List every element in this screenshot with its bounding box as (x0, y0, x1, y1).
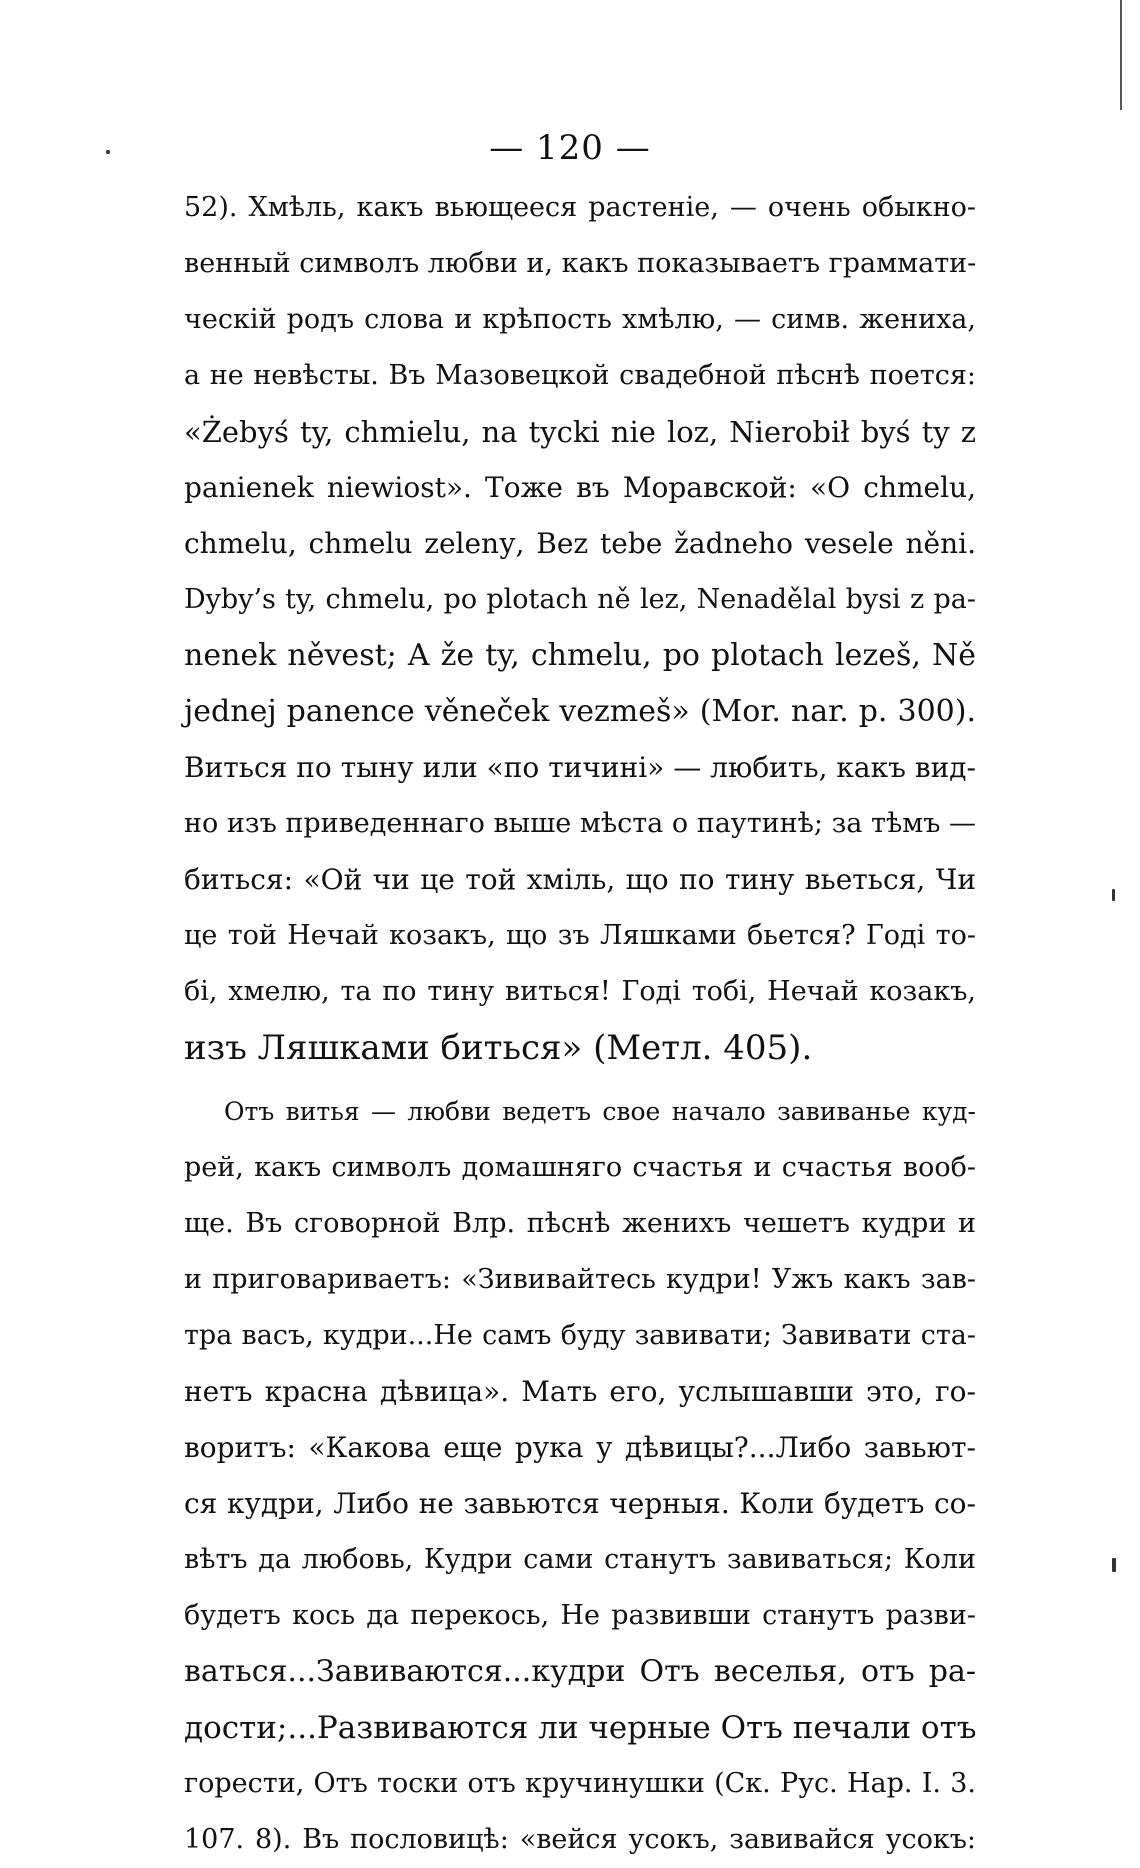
text-line: ческій родъ слова и крѣпость хмѣлю, — симв. жениха, (184, 304, 976, 335)
text-line: бі, хмелю, та по тину виться! Годі тобі, Нечай козакъ, (184, 976, 976, 1007)
text-line: будетъ кось да перекось, Не развивши станутъ разви- (184, 1600, 976, 1631)
text-line: нетъ красна дѣвица». Мать его, услышавши это, го- (184, 1375, 976, 1408)
text-line: panienek niewiost». Тоже въ Моравской: «O chmelu, (184, 471, 976, 504)
text-line: це той Нечай козакъ, що зъ Ляшками бьется? Годі то- (184, 920, 976, 951)
text-line: дости;...Развиваются ли черные Отъ печали отъ (184, 1710, 977, 1746)
text-line: горести, Отъ тоски отъ кручинушки (Ск. Рус. Нар. I. 3. (184, 1768, 976, 1799)
text-line: изъ Ляшками биться» (Метл. 405). (184, 1028, 813, 1068)
body-text (184, 180, 976, 1868)
text-line: но изъ приведеннаго выше мѣста о паутинѣ; за тѣмъ — (184, 808, 976, 839)
text-line: Dyby’s ty, chmelu, po plotach ně lez, Nenadělal bysi z pa- (184, 584, 976, 615)
text-line: вѣтъ да любовь, Кудри сами станутъ завиваться; Коли (184, 1544, 976, 1575)
text-line: биться: «Ой чи це той хміль, що по тину вьеться, Чи (184, 863, 976, 896)
text-line: тра васъ, кудри...Не самъ буду завивати; Завивати ста- (184, 1320, 976, 1351)
text-line: и приговариваетъ: «Зививайтесь кудри! Ужъ какъ зав- (184, 1264, 976, 1295)
text-line: Отъ витья — любви ведетъ свое начало завиванье куд- (224, 1097, 976, 1126)
text-line: «Żebyś ty, chmielu, na tycki nie loz, Nierobił byś ty z (184, 415, 976, 449)
text-line: ще. Въ сговорной Влр. пѣснѣ женихъ чешетъ кудри и (184, 1208, 976, 1239)
paragraph-1 (184, 180, 976, 1076)
text-line: jednej panence věneček vezmeš» (Mor. nar. p. 300). (184, 694, 976, 729)
text-line: ся кудри, Либо не завьются черныя. Коли будетъ со- (184, 1487, 976, 1520)
text-line: Виться по тыну или «по тичині» — любить, какъ вид- (184, 751, 976, 784)
page-edge-mark (1120, 0, 1122, 110)
page-number: — 120 — (489, 128, 651, 168)
print-speck (1112, 889, 1115, 901)
text-line: рей, какъ символъ домашняго счастья и счастья вооб- (184, 1152, 976, 1183)
paragraph-gap (184, 1076, 976, 1084)
text-line: а не невѣсты. Въ Мазовецкой свадебной пѣснѣ поется: (184, 360, 976, 391)
print-speck (1112, 1558, 1116, 1572)
text-line: ваться...Завиваются...кудри Отъ веселья, отъ ра- (184, 1654, 976, 1689)
text-line: 107. 8). Въ пословицѣ: «вейся усокъ, завивайся усокъ: (184, 1824, 976, 1855)
text-line: nenek něvest; A že ty, chmelu, po plotach lezeš, Ně (184, 638, 976, 673)
text-line: венный символъ любви и, какъ показываетъ граммати- (184, 248, 977, 279)
text-line: chmelu, chmelu zelenу, Bez tebe žadneho vesele něni. (184, 527, 976, 560)
text-line: 52). Хмѣль, какъ вьющееся растеніе, — очень обыкно- (184, 192, 976, 223)
text-line: воритъ: «Какова еще рука у дѣвицы?...Либо завьют- (184, 1431, 976, 1464)
paragraph-2 (184, 1084, 976, 1868)
